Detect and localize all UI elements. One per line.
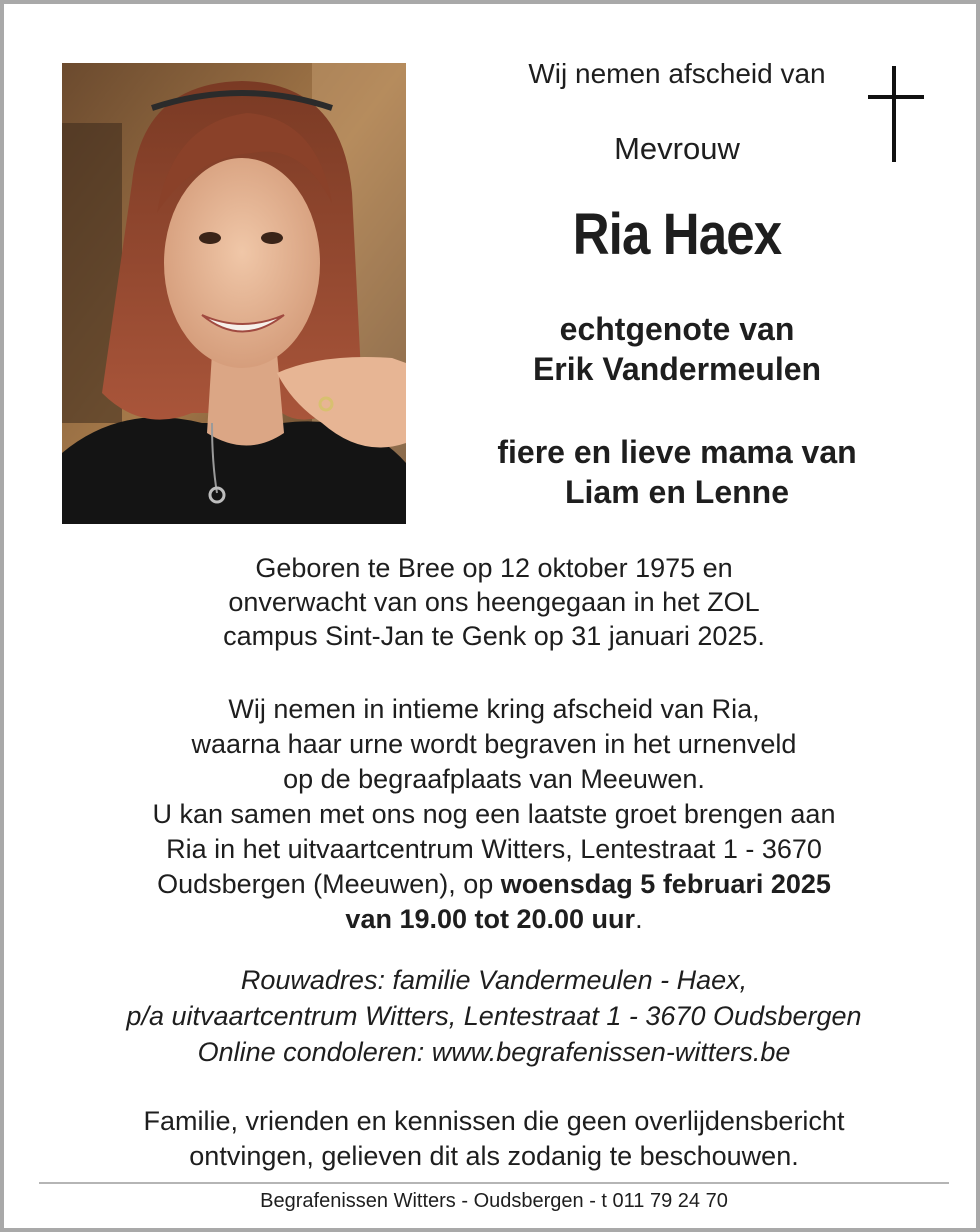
spouse-line-1: echtgenote van <box>559 311 795 347</box>
honorific: Mevrouw <box>614 131 740 166</box>
ceremony-line-4: U kan samen met ons nog een laatste groet brengen aan <box>152 799 836 829</box>
ceremony-info <box>44 692 944 937</box>
born-line-1: Geboren te Bree op 12 oktober 1975 en <box>255 553 733 583</box>
ceremony-location-text: Oudsbergen (Meeuwen), op <box>157 869 501 899</box>
ceremony-line-7 <box>44 902 944 937</box>
spouse-name: Erik Vandermeulen <box>532 351 822 387</box>
ceremony-line-1: Wij nemen in intieme kring afscheid van Ria, <box>228 694 760 724</box>
notice-line-2: ontvingen, gelieven dit als zodanig te beschouwen. <box>189 1141 799 1171</box>
portrait-image <box>62 63 406 524</box>
address-line-1: Rouwadres: familie Vandermeulen - Haex, <box>240 965 748 995</box>
mourning-address <box>34 962 954 1070</box>
birth-death-info <box>44 551 944 653</box>
born-line-2: onverwacht van ons heengegaan in het ZOL <box>228 587 760 617</box>
spouse-block <box>444 309 910 389</box>
ceremony-line-3: op de begraafplaats van Meeuwen. <box>283 764 705 794</box>
children-block <box>434 432 920 512</box>
address-line-2: p/a uitvaartcentrum Witters, Lentestraat 1 - 3670 Oudsbergen <box>126 1001 862 1031</box>
children-names: Liam en Lenne <box>564 474 790 510</box>
condolence-link[interactable]: Online condoleren: www.begrafenissen-witters.be <box>197 1037 791 1067</box>
footer-funeral-home: Begrafenissen Witters - Oudsbergen - t 011 79 24 70 <box>260 1190 728 1212</box>
born-line-3: campus Sint-Jan te Genk op 31 januari 2025. <box>223 621 765 651</box>
notice-text <box>44 1104 944 1174</box>
children-line-1: fiere en lieve mama van <box>497 434 857 470</box>
ceremony-date: woensdag 5 februari 2025 <box>500 869 831 899</box>
ceremony-line-2: waarna haar urne wordt begraven in het urnenveld <box>191 729 797 759</box>
ceremony-line-6 <box>44 867 944 902</box>
deceased-name: Ria Haex <box>572 202 782 267</box>
ceremony-period: . <box>635 904 643 934</box>
notice-line-1: Familie, vrienden en kennissen die geen overlijdensbericht <box>143 1106 845 1136</box>
portrait-photo <box>62 63 406 524</box>
intro-text: Wij nemen afscheid van <box>528 58 826 89</box>
ceremony-time: van 19.00 tot 20.00 uur <box>345 904 636 934</box>
footer-divider <box>39 1182 949 1184</box>
ceremony-line-5: Ria in het uitvaartcentrum Witters, Lentestraat 1 - 3670 <box>166 834 822 864</box>
